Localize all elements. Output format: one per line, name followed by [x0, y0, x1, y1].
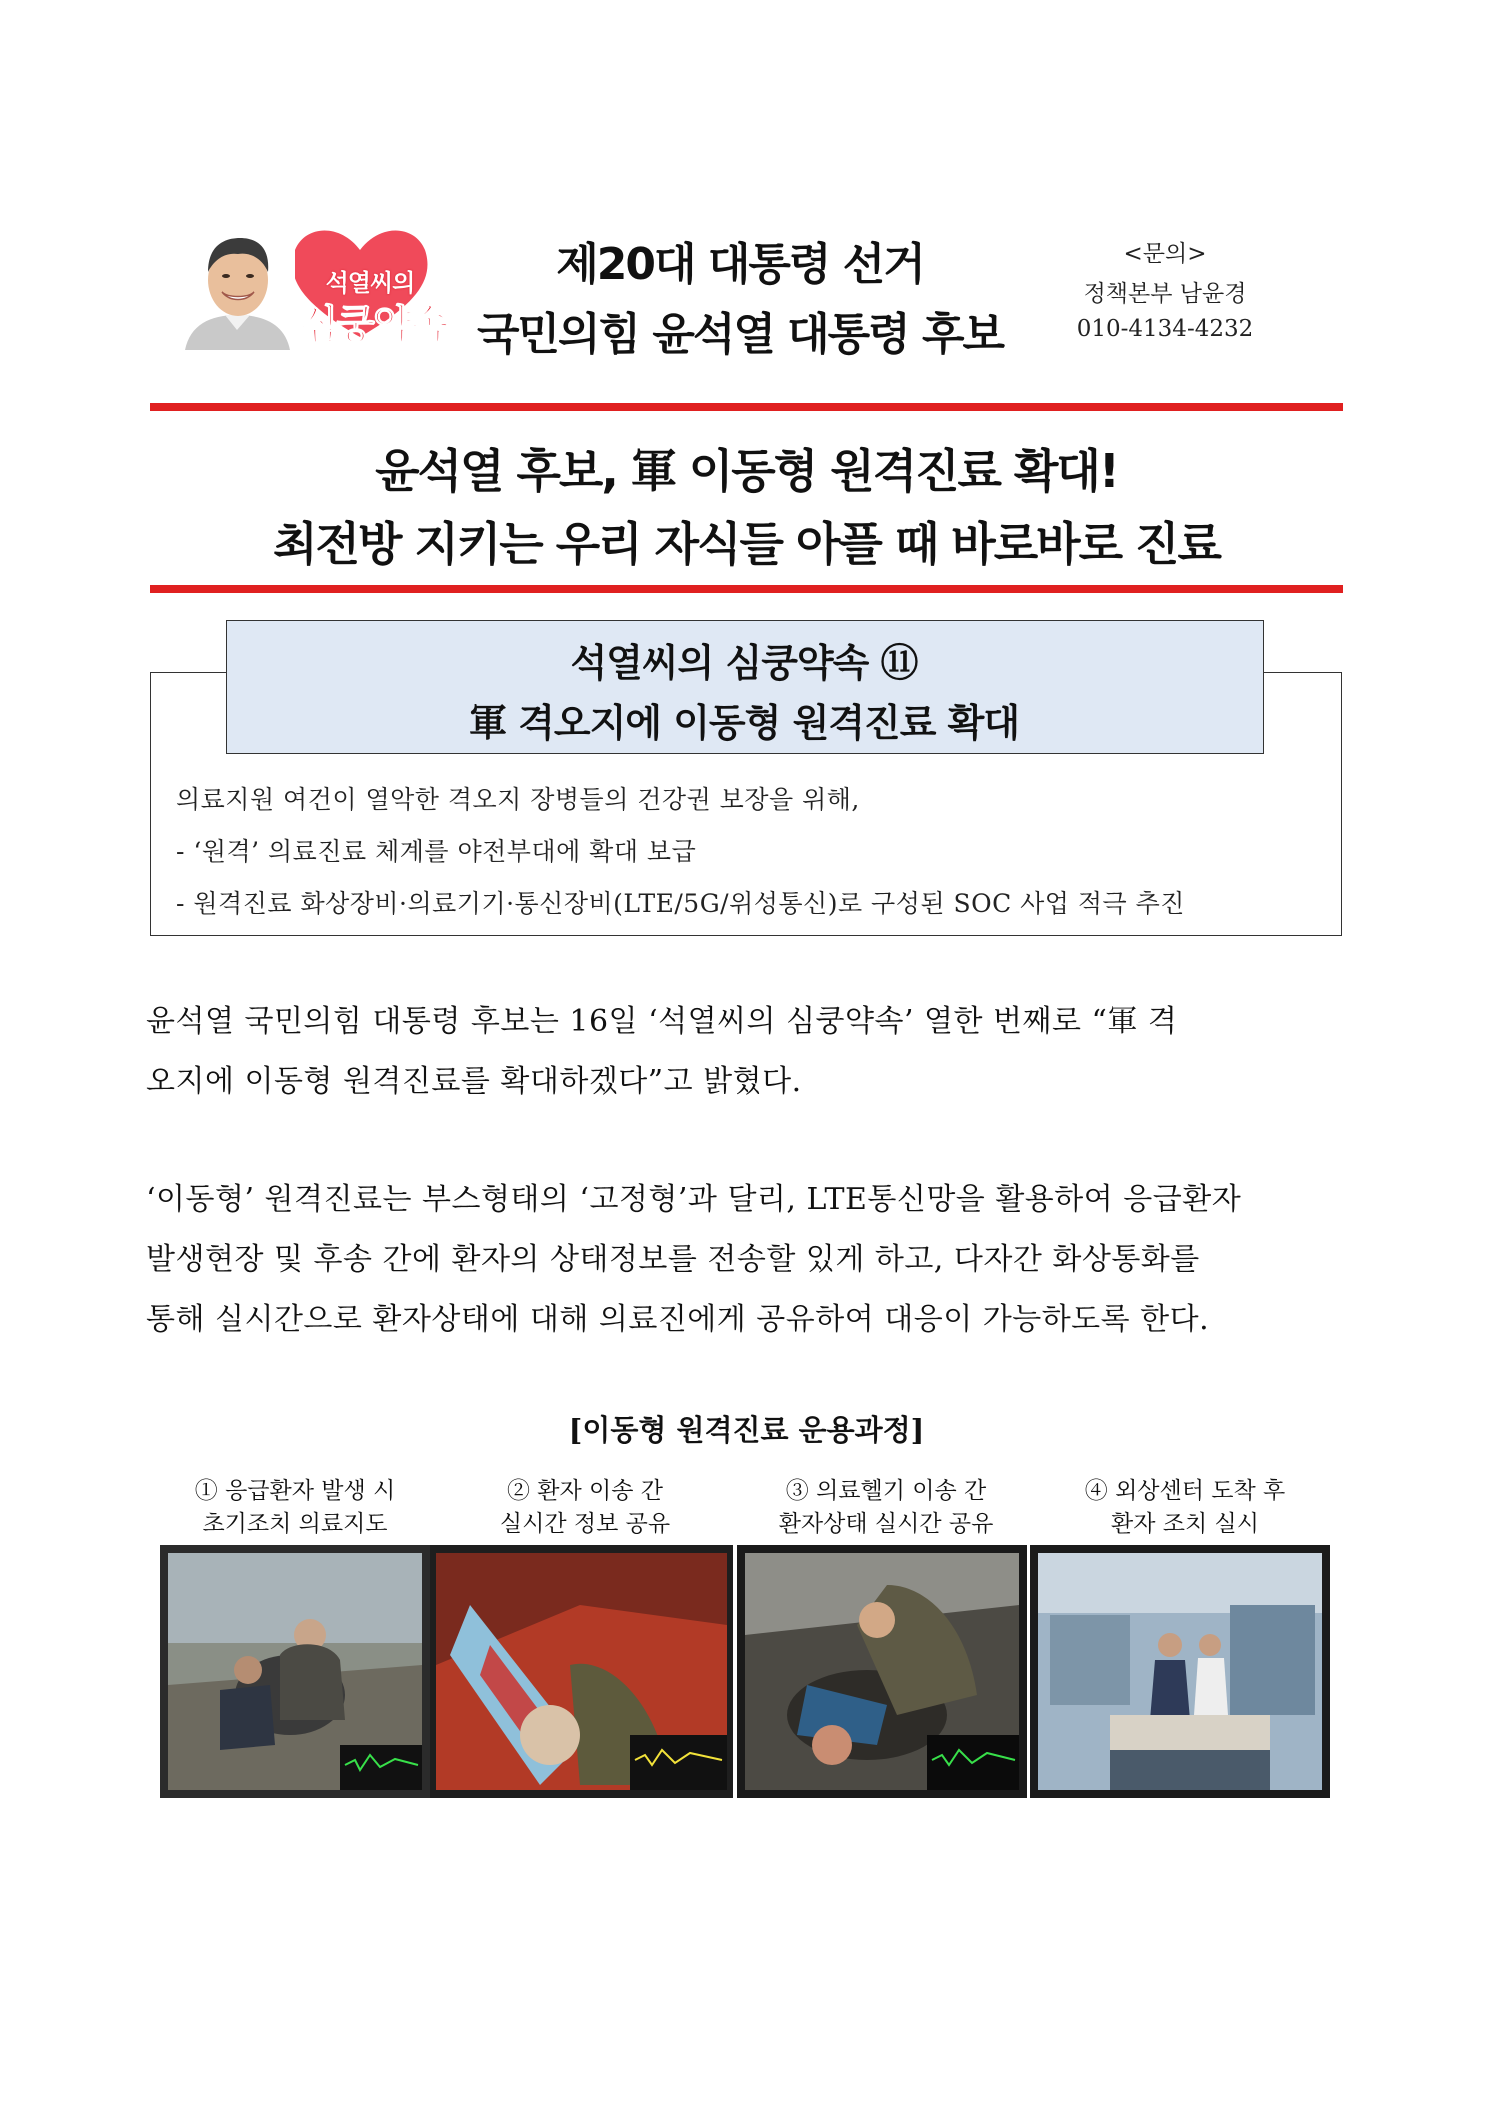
logo-title: 심쿵약속 — [299, 302, 447, 348]
step-4-line-2: 환자 조치 실시 — [1111, 1511, 1259, 1537]
contact-label: <문의> — [1123, 241, 1207, 267]
candidate-title: 국민의힘 윤석열 대통령 후보 — [476, 309, 1003, 360]
paragraph-2-line-3: 통해 실시간으로 환자상태에 대해 의료진에게 공유하여 대응이 가능하도록 한다. — [146, 1302, 1210, 1337]
contact-phone: 010-4134-4232 — [1076, 316, 1254, 342]
step-3-line-1: ③ 의료헬기 이송 간 — [785, 1478, 987, 1504]
step-3-label — [746, 1475, 1026, 1541]
photo-helicopter — [737, 1545, 1027, 1798]
logo-subtitle: 석열씨의 — [325, 269, 415, 297]
election-title: 제20대 대통령 선거 — [556, 239, 924, 290]
summary-bullet-2: - 원격진료 화상장비·의료기기·통신장비(LTE/5G/위성통신)로 구성된 SOC 사업 적극 추진 — [176, 889, 1185, 918]
photo-emergency-scene — [160, 1545, 430, 1798]
paragraph-1-line-1: 윤석열 국민의힘 대통령 후보는 16일 ‘석열씨의 심쿵약속’ 열한 번째로 “軍 격 — [146, 1004, 1178, 1039]
photo-transport — [430, 1545, 733, 1798]
summary-intro: 의료지원 여건이 열악한 격오지 장병들의 건강권 보장을 위해, — [176, 785, 860, 814]
headline-line2: 최전방 지키는 우리 자식들 아플 때 바로바로 진료 — [273, 517, 1220, 571]
contact-department: 정책본부 남윤경 — [1083, 281, 1247, 307]
paragraph-2-line-1: ‘이동형’ 원격진료는 부스형태의 ‘고정형’과 달리, LTE통신망을 활용하여 응급환자 — [146, 1182, 1242, 1217]
paragraph-2-line-2: 발생현장 및 후송 간에 환자의 상태정보를 전송할 있게 하고, 다자간 화상통화를 — [146, 1242, 1200, 1277]
summary-bullet-1: - ‘원격’ 의료진료 체계를 야전부대에 확대 보급 — [176, 837, 697, 866]
step-2-line-1: ② 환자 이송 간 — [506, 1478, 664, 1504]
step-1-label — [155, 1475, 435, 1541]
step-4-line-1: ④ 외상센터 도착 후 — [1084, 1478, 1286, 1504]
promise-title: 軍 격오지에 이동형 원격진료 확대 — [468, 701, 1020, 745]
headline-line1: 윤석열 후보, 軍 이동형 원격진료 확대! — [375, 444, 1118, 498]
photo-trauma-center — [1030, 1545, 1330, 1798]
step-3-line-2: 환자상태 실시간 공유 — [778, 1511, 994, 1537]
bottom-divider — [150, 585, 1343, 593]
process-title: [이동형 원격진료 운용과정] — [568, 1413, 925, 1447]
step-4-label — [1045, 1475, 1325, 1541]
step-2-line-2: 실시간 정보 공유 — [499, 1511, 671, 1537]
promise-number: 석열씨의 심쿵약속 ⑪ — [570, 641, 918, 685]
top-divider — [150, 403, 1343, 411]
paragraph-1-line-2: 오지에 이동형 원격진료를 확대하겠다”고 밝혔다. — [146, 1064, 802, 1099]
campaign-logo — [180, 225, 460, 355]
step-1-line-1: ① 응급환자 발생 시 — [194, 1478, 396, 1504]
step-2-label — [445, 1475, 725, 1541]
step-1-line-2: 초기조치 의료지도 — [202, 1511, 388, 1537]
